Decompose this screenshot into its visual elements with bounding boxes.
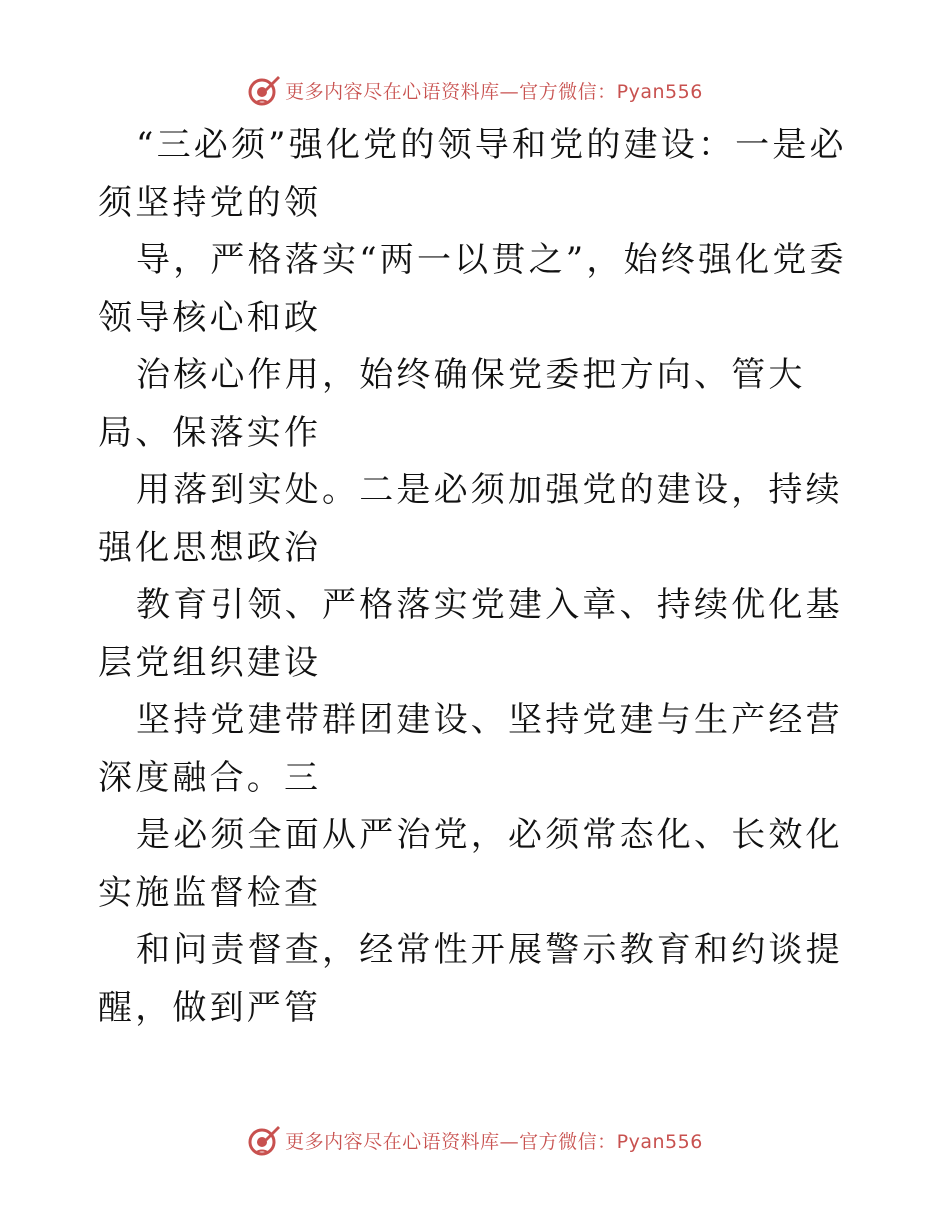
paragraph-7: 是必须全面从严治党，必须常态化、长效化实施监督检查: [98, 815, 843, 913]
paragraph-8: 和问责督查，经常性开展警示教育和约谈提醒，做到严管: [98, 930, 843, 1028]
pen-logo-icon: [247, 1123, 281, 1157]
paragraph-6: 坚持党建带群团建设、坚持党建与生产经营深度融合。三: [98, 700, 843, 798]
footer-site-text: 更多内容尽在心语资料库—: [285, 1130, 520, 1153]
header-wechat-text: 官方微信：Pyan556: [519, 80, 703, 103]
footer-wechat-text: 官方微信：Pyan556: [519, 1130, 703, 1153]
paragraph-3: 治核心作用，始终确保党委把方向、管大局、保落实作: [98, 355, 806, 453]
header-site-text: 更多内容尽在心语资料库—: [285, 80, 520, 103]
pen-logo-icon: [247, 73, 281, 107]
paragraph-5: 教育引领、严格落实党建入章、持续优化基层党组织建设: [98, 585, 843, 683]
paragraph-2: 导，严格落实“两一以贯之”，始终强化党委领导核心和政: [98, 240, 847, 338]
footer-watermark: [0, 1120, 950, 1160]
header-watermark: [0, 70, 950, 110]
paragraph-4: 用落到实处。二是必须加强党的建设，持续强化思想政治: [98, 470, 843, 568]
paragraph-1: “三必须”强化党的领导和党的建设：一是必须坚持党的领: [98, 125, 847, 223]
document-body: [98, 117, 858, 1037]
